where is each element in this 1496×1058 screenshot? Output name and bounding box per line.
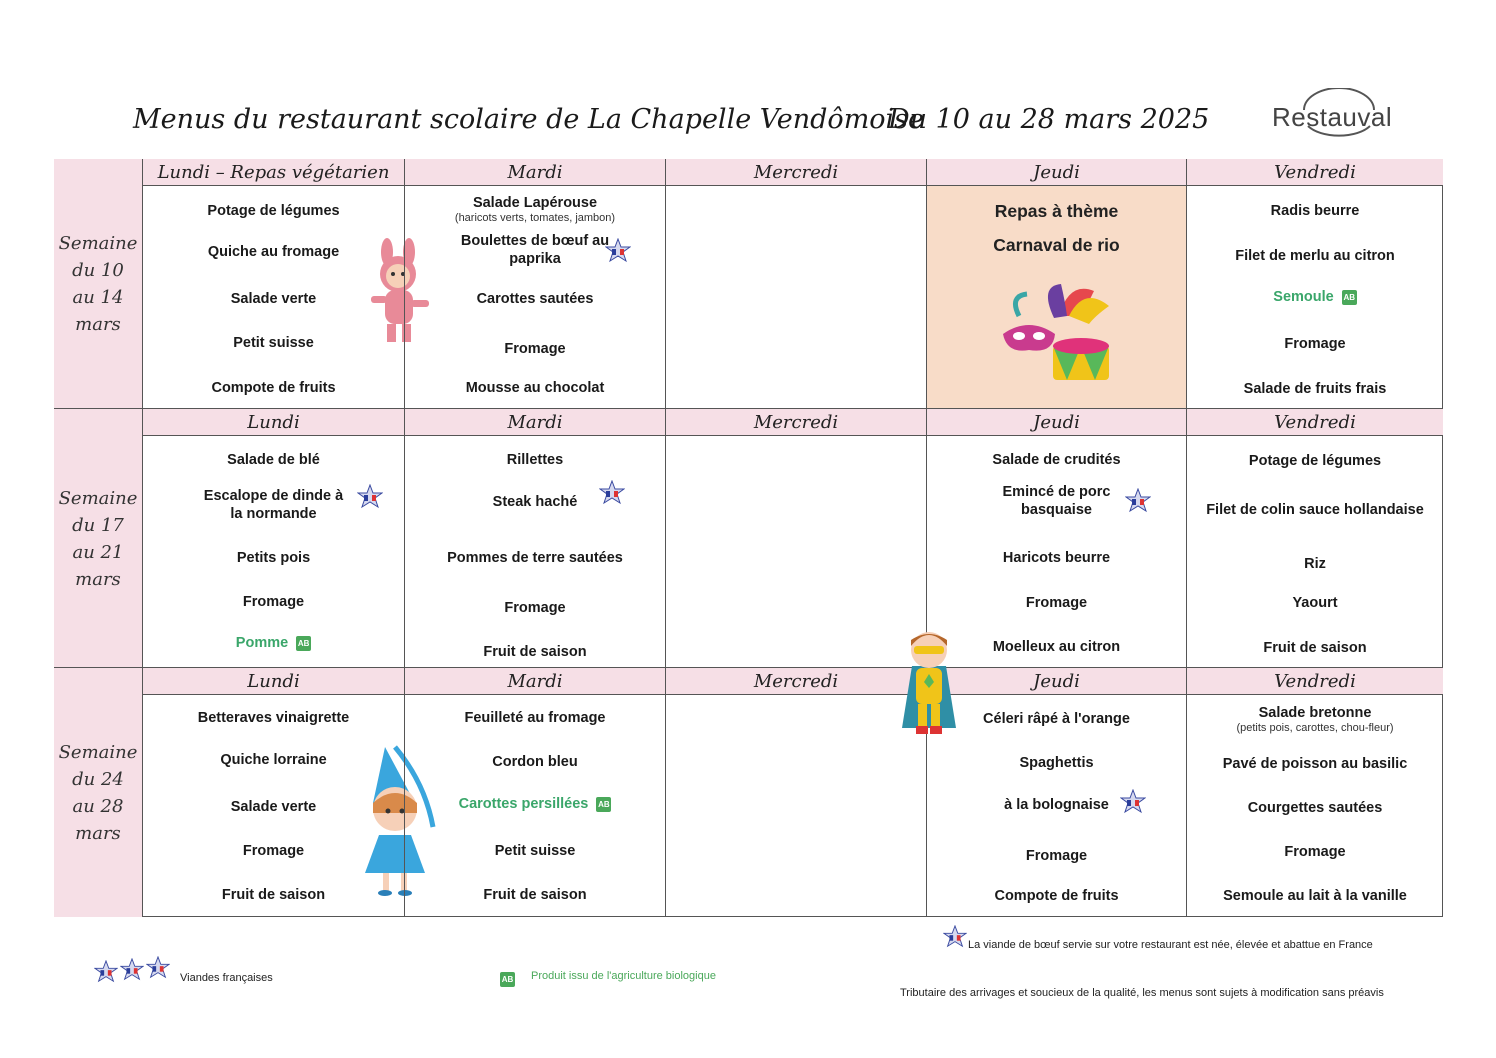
dish: Petit suisse: [233, 335, 314, 351]
dish: Fromage: [1284, 336, 1346, 352]
bio-ab-icon: AB: [596, 797, 611, 812]
day-header: Mercredi: [665, 159, 926, 186]
dish: Salade de blé: [227, 452, 320, 468]
bio-ab-icon: AB: [296, 636, 311, 651]
week-1-label: Semaine du 10 au 14 mars: [54, 159, 143, 409]
dish: Feuilleté au fromage: [464, 710, 606, 726]
dish: Salade Lapérouse (haricots verts, tomates, jambon): [454, 195, 616, 224]
week-2-label: Semaine du 17 au 21 mars: [54, 409, 143, 668]
dish: Compote de fruits: [211, 380, 336, 396]
day-header: Mercredi: [665, 409, 926, 436]
menu-cell: [926, 695, 1186, 917]
dish: Radis beurre: [1270, 203, 1360, 219]
dish: Quiche au fromage: [207, 244, 340, 260]
menu-cell: [142, 695, 404, 917]
dish: Courgettes sautées: [1247, 800, 1383, 816]
dish: Cordon bleu: [492, 754, 578, 770]
dish: Riz: [1304, 556, 1326, 572]
day-header: Mardi: [404, 668, 665, 695]
dish: Fromage: [242, 843, 305, 859]
carnival-mask-illustration: [999, 276, 1115, 394]
day-header: Vendredi: [1186, 409, 1443, 436]
superhero-kid-illustration: [898, 628, 960, 740]
dish: Salade de fruits frais: [1243, 381, 1387, 397]
dish: Potage de légumes: [207, 203, 340, 219]
dish: Quiche lorraine: [220, 752, 327, 768]
menu-cell: [1186, 436, 1443, 667]
dish: Filet de merlu au citron: [1235, 248, 1395, 264]
boeuf-note: La viande de bœuf servie sur votre restaurant est née, élevée et abattue en France: [968, 939, 1373, 951]
dish: Emincé de porc basquaise: [1002, 484, 1111, 518]
dish: Potage de légumes: [1248, 453, 1382, 469]
date-range: Du 10 au 28 mars 2025: [888, 104, 1210, 135]
dish: Salade de crudités: [992, 452, 1121, 468]
page-title: Menus du restaurant scolaire de La Chapelle Vendômoise: [133, 104, 925, 135]
viandes-francaises-label: Viandes françaises: [180, 972, 273, 984]
dish: Mousse au chocolat: [465, 380, 605, 396]
dish: Rillettes: [506, 452, 564, 468]
day-header: Jeudi: [926, 668, 1186, 695]
viande-francaise-icon: [1120, 789, 1146, 815]
dish: Semoule AB: [1273, 289, 1355, 305]
day-header: Vendredi: [1186, 159, 1443, 186]
dish: Fromage: [504, 341, 566, 357]
menu-cell: [926, 436, 1186, 667]
dish: Fromage: [1025, 595, 1088, 611]
dish: Pavé de poisson au basilic: [1222, 756, 1408, 772]
dish: Fruit de saison: [483, 887, 587, 903]
restauval-logo: Restauval: [1262, 88, 1412, 144]
dish: Semoule au lait à la vanille: [1223, 888, 1407, 904]
disclaimer: Tributaire des arrivages et soucieux de la qualité, les menus sont sujets à modification sans préavis: [900, 987, 1384, 999]
dish: Fromage: [1025, 848, 1088, 864]
theme-cell: [926, 186, 1186, 408]
viande-bovine-francaise-icon: [943, 925, 967, 949]
viande-francaise-icon: [146, 956, 170, 980]
dish: Pommes de terre sautées: [447, 550, 623, 566]
dish: Petits pois: [236, 550, 311, 566]
bio-ab-icon: AB: [500, 972, 515, 987]
menu-cell: [142, 186, 404, 408]
dish: Salade verte: [230, 799, 317, 815]
viande-francaise-icon: [1125, 488, 1151, 514]
menu-cell-empty: [665, 695, 926, 917]
day-header: Jeudi: [926, 409, 1186, 436]
theme-name: Carnaval de rio: [993, 235, 1120, 255]
day-header: Vendredi: [1186, 668, 1443, 695]
menu-cell: [404, 436, 665, 667]
dish: Fromage: [1284, 844, 1346, 860]
dish: Betteraves vinaigrette: [197, 710, 350, 726]
menu-cell: [1186, 695, 1443, 917]
day-header: Lundi: [142, 409, 404, 436]
menu-cell-empty: [665, 186, 926, 408]
day-header: Lundi: [142, 668, 404, 695]
menu-cell: [1186, 186, 1443, 408]
viande-francaise-icon: [599, 480, 625, 506]
dish: Fruit de saison: [221, 887, 326, 903]
dish: Filet de colin sauce hollandaise: [1206, 502, 1424, 518]
day-header: Mardi: [404, 159, 665, 186]
dish: Moelleux au citron: [992, 639, 1121, 655]
theme-title: Repas à thème: [994, 201, 1119, 221]
bio-ab-icon: AB: [1342, 290, 1357, 305]
dish: Steak haché: [492, 494, 578, 510]
dish: Boulettes de bœuf au paprika: [460, 233, 610, 267]
menu-cell: [404, 695, 665, 917]
day-header: Jeudi: [926, 159, 1186, 186]
dish: Spaghettis: [1019, 755, 1094, 771]
dish: Yaourt: [1292, 595, 1338, 611]
day-header: Mardi: [404, 409, 665, 436]
day-header: Lundi – Repas végétarien: [142, 159, 404, 186]
dish: Fromage: [504, 600, 566, 616]
dish: Fruit de saison: [1263, 640, 1367, 656]
dish: à la bolognaise: [1004, 797, 1109, 813]
dish: Pomme AB: [235, 635, 310, 651]
dish: Carottes persillées AB: [458, 796, 610, 812]
viande-francaise-icon: [94, 960, 118, 984]
dish: Fromage: [242, 594, 305, 610]
dish: Fruit de saison: [483, 644, 587, 660]
bio-label: Produit issu de l'agriculture biologique: [531, 970, 716, 982]
dish: Céleri râpé à l'orange: [983, 711, 1130, 727]
menu-cell: [404, 186, 665, 408]
dish: Petit suisse: [494, 843, 576, 859]
dish: Salade bretonne (petits pois, carottes, chou-fleur): [1236, 705, 1394, 734]
menu-cell-empty: [665, 436, 926, 667]
dish: Haricots beurre: [1002, 550, 1111, 566]
dish: Escalope de dinde à la normande: [203, 488, 344, 522]
day-header: Mercredi: [665, 668, 926, 695]
dish: Compote de fruits: [994, 888, 1119, 904]
viande-francaise-icon: [357, 484, 383, 510]
dish: Salade verte: [230, 291, 317, 307]
week-3-label: Semaine du 24 au 28 mars: [54, 668, 143, 917]
dish: Carottes sautées: [476, 291, 594, 307]
viande-francaise-icon: [605, 238, 631, 264]
viande-francaise-icon: [120, 958, 144, 982]
menu-cell: [142, 436, 404, 667]
viandes-francaises-icons: [94, 958, 176, 982]
